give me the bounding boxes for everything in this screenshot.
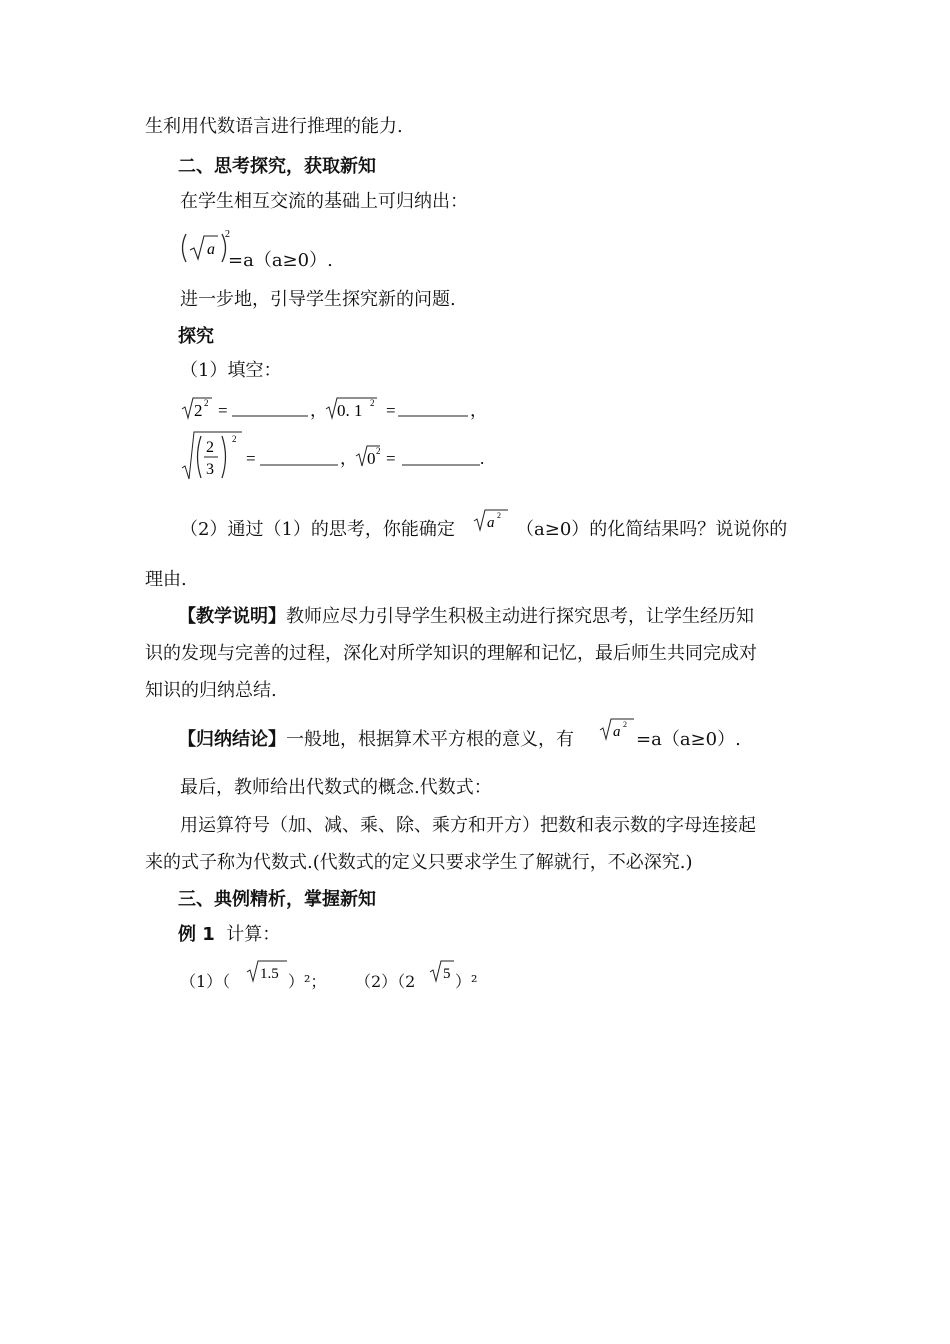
sqrt-a-squared-inline — [472, 505, 514, 540]
period: . — [480, 449, 485, 468]
paragraph: 来的式子称为代数式.(代数式的定义只要求学生了解就行，不必深究.) — [145, 852, 693, 873]
example-tag: 例 1 — [178, 924, 215, 945]
example-item-1-open: （1）（ — [180, 972, 231, 991]
sqrt-a-squared-conclusion-graphic — [598, 714, 640, 744]
value-0: 0 — [367, 449, 376, 468]
example-item-2-open: （2）（2 — [355, 972, 416, 991]
fraction-numerator: 2 — [206, 439, 214, 456]
sqrt-5-graphic — [428, 956, 458, 986]
exponent: 2 — [623, 720, 627, 729]
example-item-1-close: ）²； — [288, 972, 327, 991]
var-a: a — [613, 724, 621, 740]
teaching-note-tag: 【教学说明】 — [178, 606, 286, 627]
text-line: 生利用代数语言进行推理的能力. — [145, 116, 403, 137]
sqrt-a-squared-conclusion — [598, 714, 640, 749]
question-2-text-b: （a≥0）的化简结果吗？说说你的 — [516, 519, 788, 540]
sqrt-1-5-graphic — [245, 956, 291, 986]
radicand: 1.5 — [260, 966, 279, 982]
value-0-1: 0. 1 — [337, 401, 363, 420]
teaching-note-line-2: 识的发现与完善的过程，深化对所学知识的理解和记忆，最后师生共同完成对 — [145, 643, 757, 664]
value-2: 2 — [194, 401, 203, 420]
paragraph: 进一步地，引导学生探究新的问题. — [180, 289, 456, 310]
comma: ， — [310, 401, 327, 420]
fill-blank-row-2 — [180, 428, 500, 482]
subheading-tanjiu: 探究 — [178, 326, 214, 347]
fill-blank-row-1-graphic — [180, 392, 500, 422]
equals: = — [386, 401, 396, 420]
comma: ， — [470, 401, 487, 420]
formula-sqrt-a-squared-graphic — [176, 226, 232, 270]
sqrt-1-5 — [245, 956, 291, 991]
conclusion-line — [178, 726, 574, 754]
sqrt-5 — [428, 956, 458, 991]
teaching-note-line-1 — [178, 603, 754, 631]
question-2-text-c: 理由. — [145, 569, 187, 590]
sqrt-a-squared-inline-graphic — [472, 505, 514, 535]
formula-sqrt-a-squared — [176, 226, 232, 275]
exponent: 2 — [376, 446, 381, 456]
section-heading: 三、典例精析，掌握新知 — [178, 889, 376, 910]
fill-blank-row-1 — [180, 392, 500, 422]
section-heading: 二、思考探究，获取新知 — [178, 156, 376, 177]
fill-blank-row-2-graphic — [180, 428, 500, 482]
teaching-note-text: 教师应尽力引导学生积极主动进行探究思考，让学生经历知 — [286, 606, 754, 627]
example-item-2-close: ）² — [455, 972, 478, 991]
exponent: 2 — [232, 434, 237, 444]
var-a: a — [487, 515, 495, 531]
radicand: 5 — [443, 966, 451, 982]
equals: = — [246, 449, 256, 468]
question-2-text-a: （2）通过（1）的思考，你能确定 — [180, 519, 455, 540]
fraction-denominator: 3 — [206, 461, 214, 478]
formula-rhs: =a（a≥0）. — [228, 250, 333, 271]
conclusion-text: 一般地，根据算术平方根的意义，有 — [286, 729, 574, 750]
paragraph: 最后，教师给出代数式的概念.代数式： — [180, 777, 492, 798]
conclusion-rhs: =a（a≥0）. — [636, 729, 741, 750]
paragraph: 用运算符号（加、减、乘、除、乘方和开方）把数和表示数的字母连接起 — [180, 815, 756, 836]
conclusion-tag: 【归纳结论】 — [178, 729, 286, 750]
exponent: 2 — [225, 229, 230, 240]
comma: ， — [340, 449, 357, 468]
equals: = — [386, 449, 396, 468]
paragraph: 在学生相互交流的基础上可归纳出： — [180, 191, 468, 212]
exponent: 2 — [497, 511, 501, 520]
equals: = — [218, 401, 228, 420]
exponent: 2 — [204, 398, 209, 408]
var-a: a — [207, 241, 215, 258]
question-1: （1）填空： — [180, 360, 282, 381]
teaching-note-line-3: 知识的归纳总结. — [145, 680, 277, 701]
example-1-label — [178, 921, 280, 949]
example-text: 计算： — [226, 924, 281, 945]
exponent: 2 — [370, 398, 375, 408]
